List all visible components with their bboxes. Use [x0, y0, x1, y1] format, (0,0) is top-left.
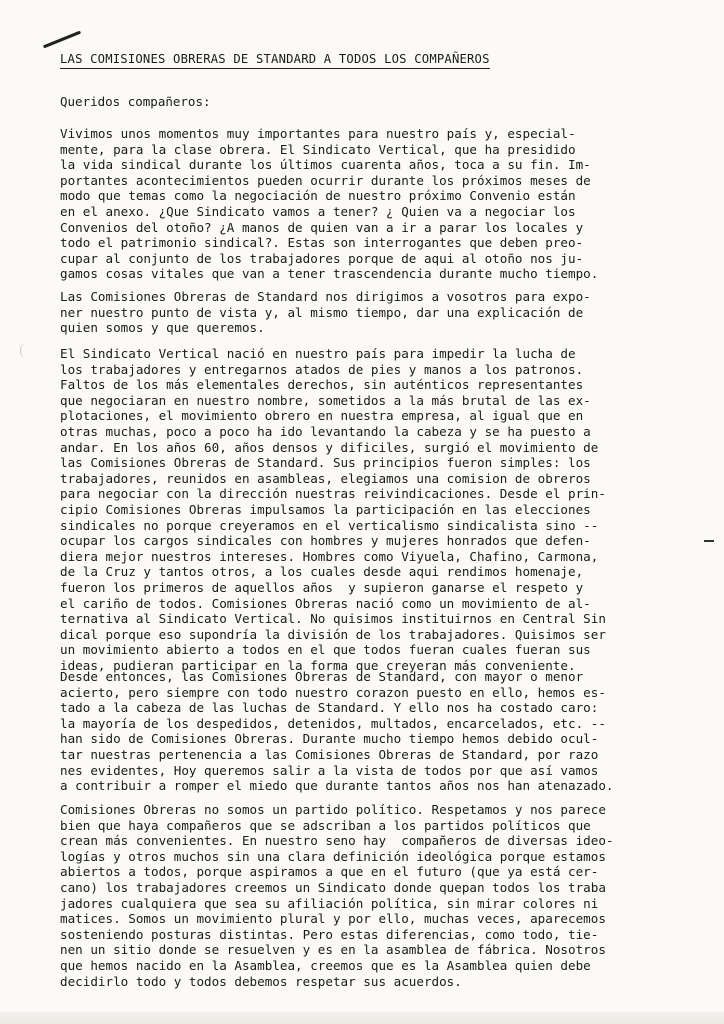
paragraph-4	[60, 669, 720, 794]
text-line: ocupar los cargos sindicales con hombres y mujeres honrados que defen-	[60, 533, 591, 549]
text-line: bien que haya compañeros que se adscriban a los partidos políticos que	[60, 817, 591, 833]
text-line: han sido de Comisiones Obreras. Durante mucho tiempo hemos debido ocul-	[60, 731, 599, 747]
text-line: de la Cruz y tantos otros, a los cuales desde aqui rendimos homenaje,	[60, 564, 584, 580]
margin-bracket-mark	[20, 344, 29, 358]
text-line: tar nuestras pertenencia a las Comisiones Obreras de Standard, por razo	[60, 746, 599, 762]
text-line: el cariño de todos. Comisiones Obreras nació como un movimiento de al-	[60, 595, 591, 611]
text-line: Desde entonces, las Comisiones Obreras de Standard, con mayor o menor	[60, 669, 584, 684]
text-line: jadores cualquiera que sea su afiliación política, sin mirar colores ni	[60, 895, 599, 911]
text-line: modo que temas como la negociación de nuestro próximo Convenio están	[60, 188, 576, 204]
handwritten-slash-mark	[43, 31, 81, 49]
text-line: tado a la cabeza de las luchas de Standard. Y ello nos ha costado caro:	[60, 700, 599, 716]
text-line: cano) los trabajadores creemos un Sindicato donde quepan todos los traba	[60, 879, 606, 895]
text-line: andar. En los años 60, años densos y dificiles, surgió el movimiento de	[60, 439, 599, 455]
text-line: que hemos nacido en la Asamblea, creemos que es la Asamblea quien debe	[60, 957, 591, 973]
text-line: para negociar con la dirección nuestras reivindicaciones. Desde el prin-	[60, 486, 606, 502]
document-title: LAS COMISIONES OBRERAS DE STANDARD A TODOS LOS COMPAÑEROS	[60, 52, 490, 69]
text-line: cupar al conjunto de los trabajadores porque de aqui al otoño nos ju-	[60, 250, 584, 266]
page-bottom-edge	[0, 1012, 724, 1024]
text-line: otras muchas, poco a poco ha ido levantando la cabeza y se ha puesto a	[60, 423, 591, 439]
text-line: plotaciones, el movimiento obrero en nuestra empresa, al igual que en	[60, 408, 584, 424]
text-line: ternativa al Sindicato Vertical. No quisimos instituirnos en Central Sin	[60, 611, 606, 627]
text-line: El Sindicato Vertical nació en nuestro país para impedir la lucha de	[60, 346, 576, 361]
text-line: nen un sitio donde se resuelven y es en la asamblea de fábrica. Nosotros	[60, 942, 606, 958]
text-line: en el anexo. ¿Que Sindicato vamos a tener? ¿ Quien va a negociar los	[60, 203, 576, 219]
text-line: ideas, pudieran participar en la forma que creyeran más conveniente.	[60, 657, 576, 673]
text-line: Convenios del otoño? ¿A manos de quien van a ir a parar los locales y	[60, 219, 584, 235]
text-line: la vida sindical durante los últimos cuarenta años, toca a su fin. Im-	[60, 157, 591, 173]
text-line: mente, para la clase obrera. El Sindicato Vertical, que ha presidido	[60, 141, 576, 157]
text-line: quien somos y que queremos.	[60, 320, 265, 336]
text-line: Faltos de los más elementales derechos, sin auténticos representantes	[60, 377, 584, 393]
greeting: Queridos compañeros:	[60, 94, 211, 109]
text-line: crean más convenientes. En nuestro seno hay compañeros de diversas ideo-	[60, 833, 614, 849]
text-line: nes evidentes, Hoy queremos salir a la vista de todos por que así vamos	[60, 762, 599, 778]
text-line: gamos cosas vitales que van a tener trascendencia durante mucho tiempo.	[60, 266, 599, 282]
text-line: ner nuestro punto de vista y, al mismo tiempo, dar una explicación de	[60, 304, 584, 320]
text-line: Vivimos unos momentos muy importantes para nuestro país y, especial-	[60, 126, 576, 141]
text-line: la mayoría de los despedidos, detenidos, multados, encarcelados, etc. --	[60, 715, 606, 731]
text-line: todo el patrimonio sindical?. Estas son interrogantes que deben preo-	[60, 235, 584, 251]
text-line: decidirlo todo y todos debemos respetar sus acuerdos.	[60, 973, 462, 989]
text-line: los trabajadores y entregarnos atados de pies y manos a los patronos.	[60, 361, 584, 377]
text-line: trabajadores, reunidos en asambleas, elegiamos una comision de obreros	[60, 470, 591, 486]
text-line: que negociaran en nuestro nombre, sometidos a la más brutal de las ex-	[60, 392, 591, 408]
text-line: las Comisiones Obreras de Standard. Sus principios fueron simples: los	[60, 455, 591, 471]
text-line: un movimiento abierto a todos en el que todos fueran cuales fueran sus	[60, 642, 591, 658]
margin-dash-mark	[704, 540, 714, 542]
text-line: fueron los primeros de aquellos años y supieron ganarse el respeto y	[60, 579, 584, 595]
paragraph-1	[60, 126, 720, 282]
text-line: matices. Somos un movimiento plural y por ello, muchas veces, aparecemos	[60, 911, 606, 927]
paragraph-3	[60, 346, 720, 673]
text-line: sindicales no porque creyeramos en el verticalismo sindicalista sino --	[60, 517, 599, 533]
text-line: logías y otros muchos sin una clara definición ideológica porque estamos	[60, 848, 606, 864]
text-line: Comisiones Obreras no somos un partido político. Respetamos y nos parece	[60, 802, 606, 817]
text-line: dical porque eso supondría la división de los trabajadores. Quisimos ser	[60, 626, 606, 642]
text-line: a contribuir a romper el miedo que durante tantos años nos han atenazado.	[60, 778, 614, 794]
text-line: abiertos a todos, porque aspiramos a que en el futuro (que ya está cer-	[60, 864, 599, 880]
text-line: Las Comisiones Obreras de Standard nos dirigimos a vosotros para expo-	[60, 289, 591, 304]
text-line: cipio Comisiones Obreras impulsamos la participación en las elecciones	[60, 501, 591, 517]
text-line: acierto, pero siempre con todo nuestro corazon puesto en ello, hemos es-	[60, 684, 606, 700]
paragraph-5	[60, 802, 720, 989]
text-line: sosteniendo posturas distintas. Pero estas diferencias, como todo, tie-	[60, 926, 599, 942]
text-line: diera mejor nuestros intereses. Hombres como Viyuela, Chafino, Carmona,	[60, 548, 599, 564]
paragraph-2	[60, 289, 720, 336]
text-line: portantes acontecimientos pueden ocurrir durante los próximos meses de	[60, 172, 591, 188]
